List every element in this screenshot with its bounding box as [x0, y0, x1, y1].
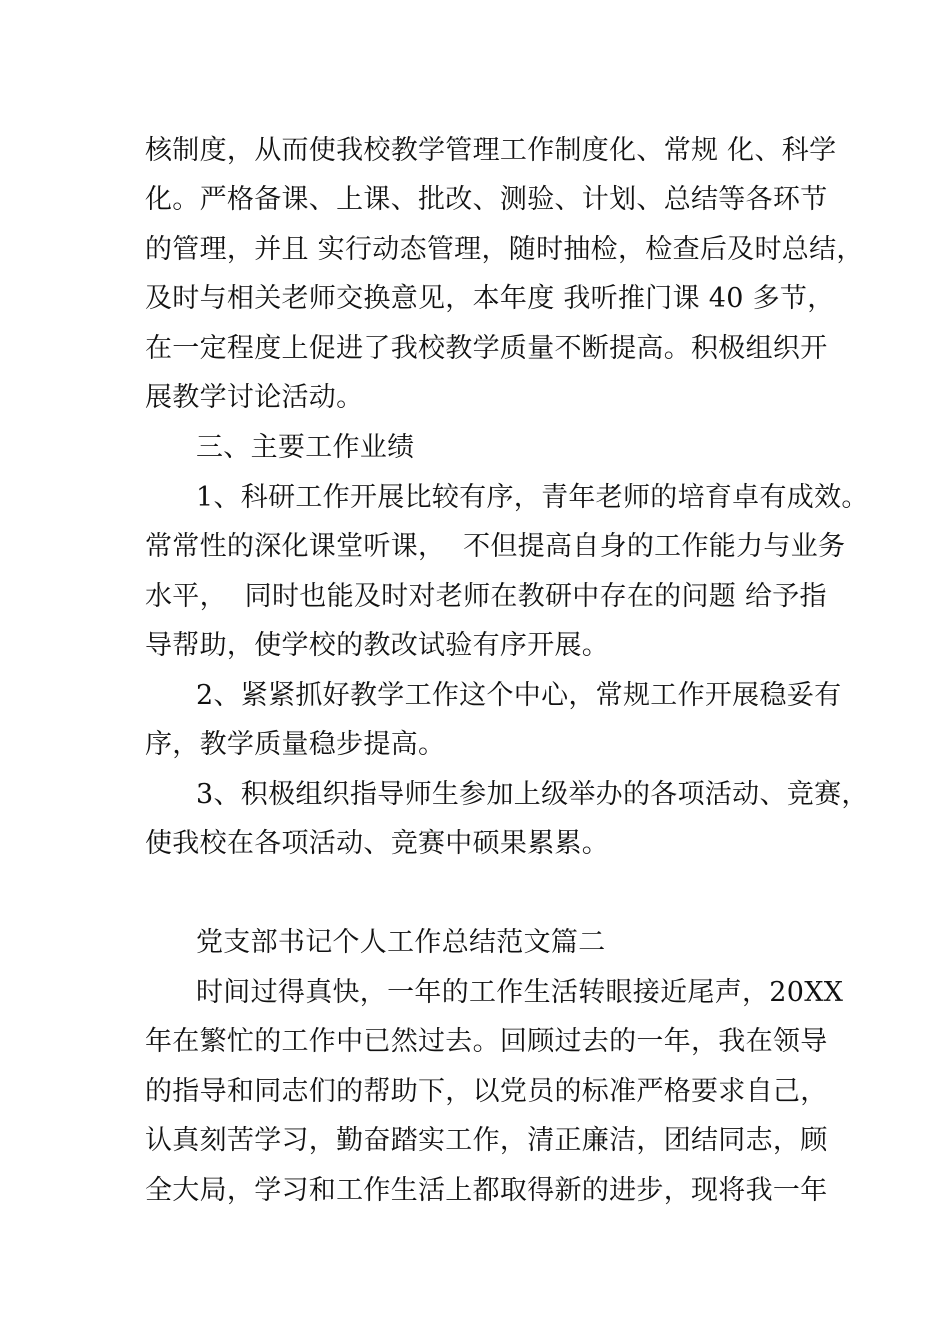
text-line: 序，教学质量稳步提高。: [145, 729, 446, 760]
text-line: 导帮助，使学校的教改试验有序开展。: [145, 630, 610, 661]
text-line: 年在繁忙的工作中已然过去。回顾过去的一年，我在领导: [145, 1026, 828, 1057]
text-line: 展教学讨论活动。: [145, 382, 364, 413]
text-line: 及时与相关老师交换意见，本年度 我听推门课 40 多节，: [145, 283, 835, 314]
text-line: 3、积极组织指导师生参加上级举办的各项活动、竞赛，: [196, 779, 869, 810]
text-line: 化。严格备课、上课、批改、测验、计划、总结等各环节: [145, 184, 828, 215]
text-line: 全大局，学习和工作生活上都取得新的进步，现将我一年: [145, 1175, 828, 1206]
text-line: 核制度，从而使我校教学管理工作制度化、常规 化、科学: [145, 135, 837, 166]
text-line: 的管理，并且 实行动态管理，随时抽检，检查后及时总结，: [145, 234, 864, 265]
text-line: 常常性的深化课堂听课， 不但提高自身的工作能力与业务: [145, 531, 846, 562]
text-line: 使我校在各项活动、竞赛中硕果累累。: [145, 828, 610, 859]
text-line: 认真刻苦学习，勤奋踏实工作，清正廉洁，团结同志，顾: [145, 1125, 828, 1156]
text-line: 水平， 同时也能及时对老师在教研中存在的问题 给予指: [145, 581, 827, 612]
text-line: 的指导和同志们的帮助下，以党员的标准严格要求自己，: [145, 1076, 828, 1107]
text-line: 1、科研工作开展比较有序，青年老师的培育卓有成效。: [196, 482, 869, 513]
article-title: 党支部书记个人工作总结范文篇二: [196, 927, 606, 958]
text-line: 在一定程度上促进了我校教学质量不断提高。积极组织开: [145, 333, 828, 364]
section-heading: 三、主要工作业绩: [196, 432, 415, 463]
text-line: 时间过得真快，一年的工作生活转眼接近尾声，20XX: [196, 977, 844, 1008]
text-line: 2、紧紧抓好教学工作这个中心，常规工作开展稳妥有: [196, 680, 842, 711]
